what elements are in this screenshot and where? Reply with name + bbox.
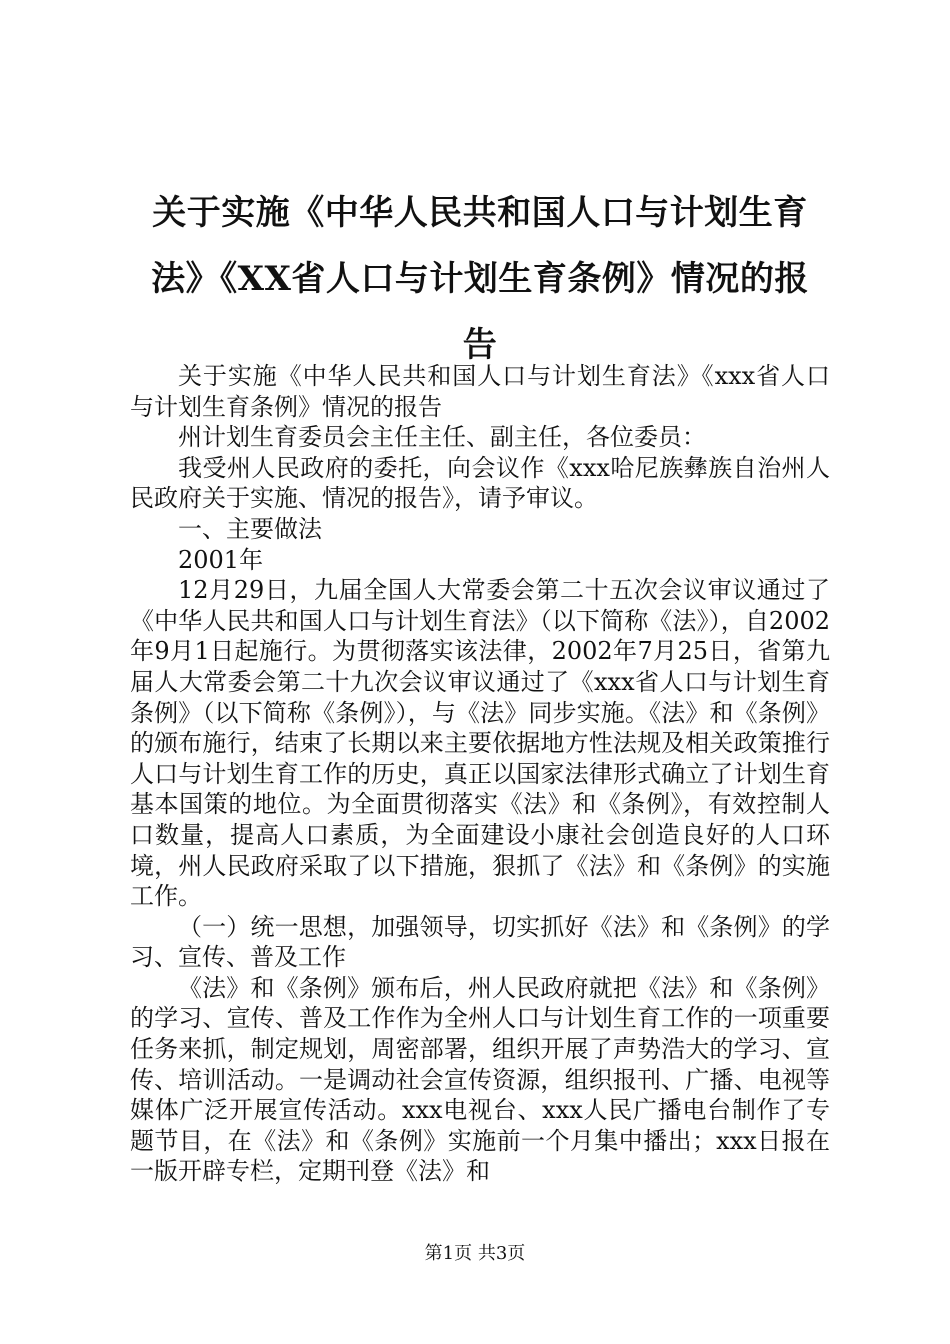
title-line-1: 关于实施《中华人民共和国人口与计划生育 <box>152 193 808 233</box>
paragraph-publicity: 《法》和《条例》颁布后，州人民政府就把《法》和《条例》的学习、宣传、普及工作作为全州人口与计划生育工作的一项重要任务来抓，制定规划，周密部署，组织开展了声势浩大的学习、宣传、培训活动。一是调动社会宣传资源，组织报刊、广播、电视等媒体广泛开展宣传活动。xxx电视台、xxx人民广播电台制作了专题节目，在《法》和《条例》实施前一个月集中播出；xxx日报在一版开辟专栏，定期刊登《法》和 <box>130 973 830 1186</box>
document-body <box>130 361 830 1187</box>
title-line-2: 法》《XX省人口与计划生育条例》情况的报 <box>151 259 809 299</box>
paragraph-salutation: 州计划生育委员会主任主任、副主任，各位委员： <box>178 423 706 452</box>
paragraph-subtitle: 关于实施《中华人民共和国人口与计划生育法》《xxx省人口与计划生育条例》情况的报告 <box>130 362 830 421</box>
paragraph-year: 2001年 <box>178 545 264 574</box>
title-line-3: 告 <box>462 325 498 365</box>
subsection-heading-1: （一）统一思想，加强领导，切实抓好《法》和《条例》的学习、宣传、普及工作 <box>130 912 830 972</box>
section-heading-1: 一、主要做法 <box>178 514 322 543</box>
paragraph-background: 12月29日，九届全国人大常委会第二十五次会议审议通过了《中华人民共和国人口与计划生育法》（以下简称《法》），自2002年9月1日起施行。为贯彻落实该法律，2002年7月25日，省第九届人大常委会第二十九次会议审议通过了《xxx省人口与计划生育条例》（以下简称《条例》），与《法》同步实施。《法》和《条例》的颁布施行，结束了长期以来主要依据地方性法规及相关政策推行人口与计划生育工作的历史，真正以国家法律形式确立了计划生育基本国策的地位。为全面贯彻落实《法》和《条例》，有效控制人口数量，提高人口素质，为全面建设小康社会创造良好的人口环境，州人民政府采取了以下措施，狠抓了《法》和《条例》的实施工作。 <box>130 576 830 911</box>
page-number-footer: 第1页 共3页 <box>424 1243 526 1264</box>
document-title <box>130 180 830 378</box>
paragraph-intro: 我受州人民政府的委托，向会议作《xxx哈尼族彝族自治州人民政府关于实施、情况的报告》，请予审议。 <box>130 453 830 513</box>
